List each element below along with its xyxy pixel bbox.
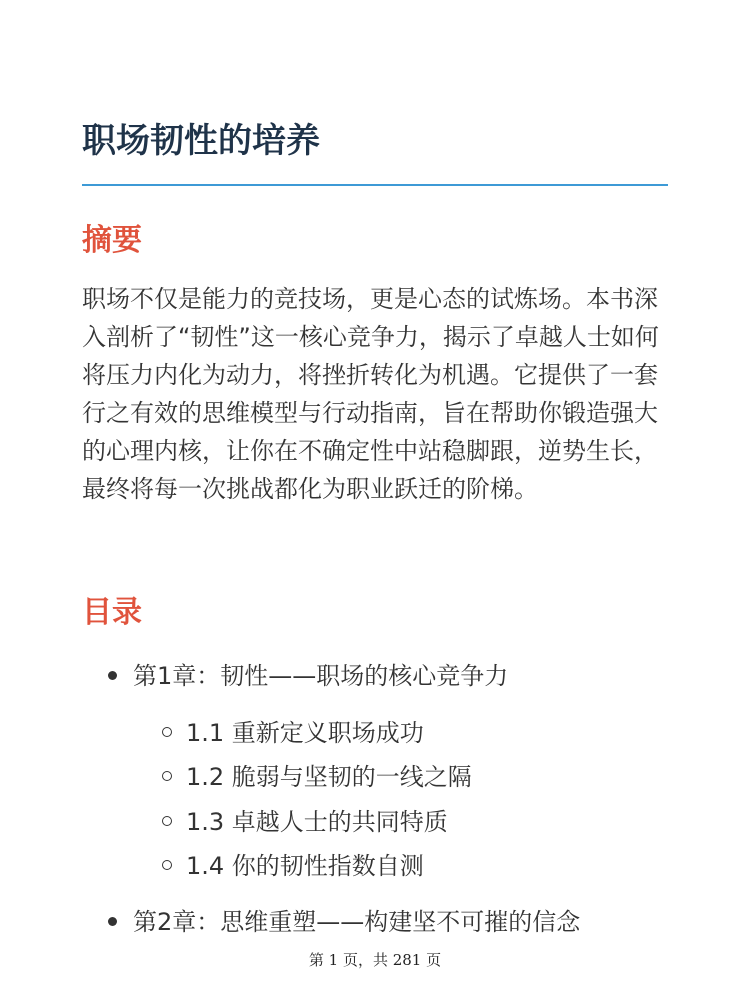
toc-section-1-4[interactable] <box>162 848 424 884</box>
toc-section-label: 1.2 脆弱与坚韧的一线之隔 <box>186 763 472 791</box>
toc-chapter-label: 第2章：思维重塑——构建坚不可摧的信念 <box>133 908 581 936</box>
toc-heading: 目录 <box>82 595 142 630</box>
summary-text: 职场不仅是能力的竞技场，更是心态的试炼场。本书深入剖析了“韧性”这一核心竞争力，揭示了卓越人士如何将压力内化为动力，将挫折转化为机遇。它提供了一套行之有效的思维模型与行动指南，旨在帮助你锻造强大的心理内核，让你在不确定性中站稳脚跟，逆势生长，最终将每一次挑战都化为职业跃迁的阶梯。 <box>82 285 659 503</box>
circle-bullet-icon <box>162 816 172 826</box>
circle-bullet-icon <box>162 860 172 870</box>
page-title: 职场韧性的培养 <box>82 121 320 161</box>
toc-chapter-label: 第1章：韧性——职场的核心竞争力 <box>133 662 509 690</box>
toc-chapter-1[interactable] <box>108 658 508 694</box>
circle-bullet-icon <box>162 771 172 781</box>
toc-section-1-3[interactable] <box>162 804 448 840</box>
toc-section-1-2[interactable] <box>162 759 472 795</box>
toc-section-label: 1.1 重新定义职场成功 <box>186 719 424 747</box>
toc-section-1-1[interactable] <box>162 715 424 751</box>
bullet-icon <box>108 917 117 926</box>
circle-bullet-icon <box>162 727 172 737</box>
page-number-footer: 第 1 页，共 281 页 <box>308 951 442 969</box>
toc-section-label: 1.3 卓越人士的共同特质 <box>186 808 448 836</box>
title-divider <box>82 184 668 186</box>
toc-chapter-2[interactable] <box>108 904 580 940</box>
toc-section-label: 1.4 你的韧性指数自测 <box>186 852 424 880</box>
summary-heading: 摘要 <box>82 223 142 258</box>
bullet-icon <box>108 671 117 680</box>
